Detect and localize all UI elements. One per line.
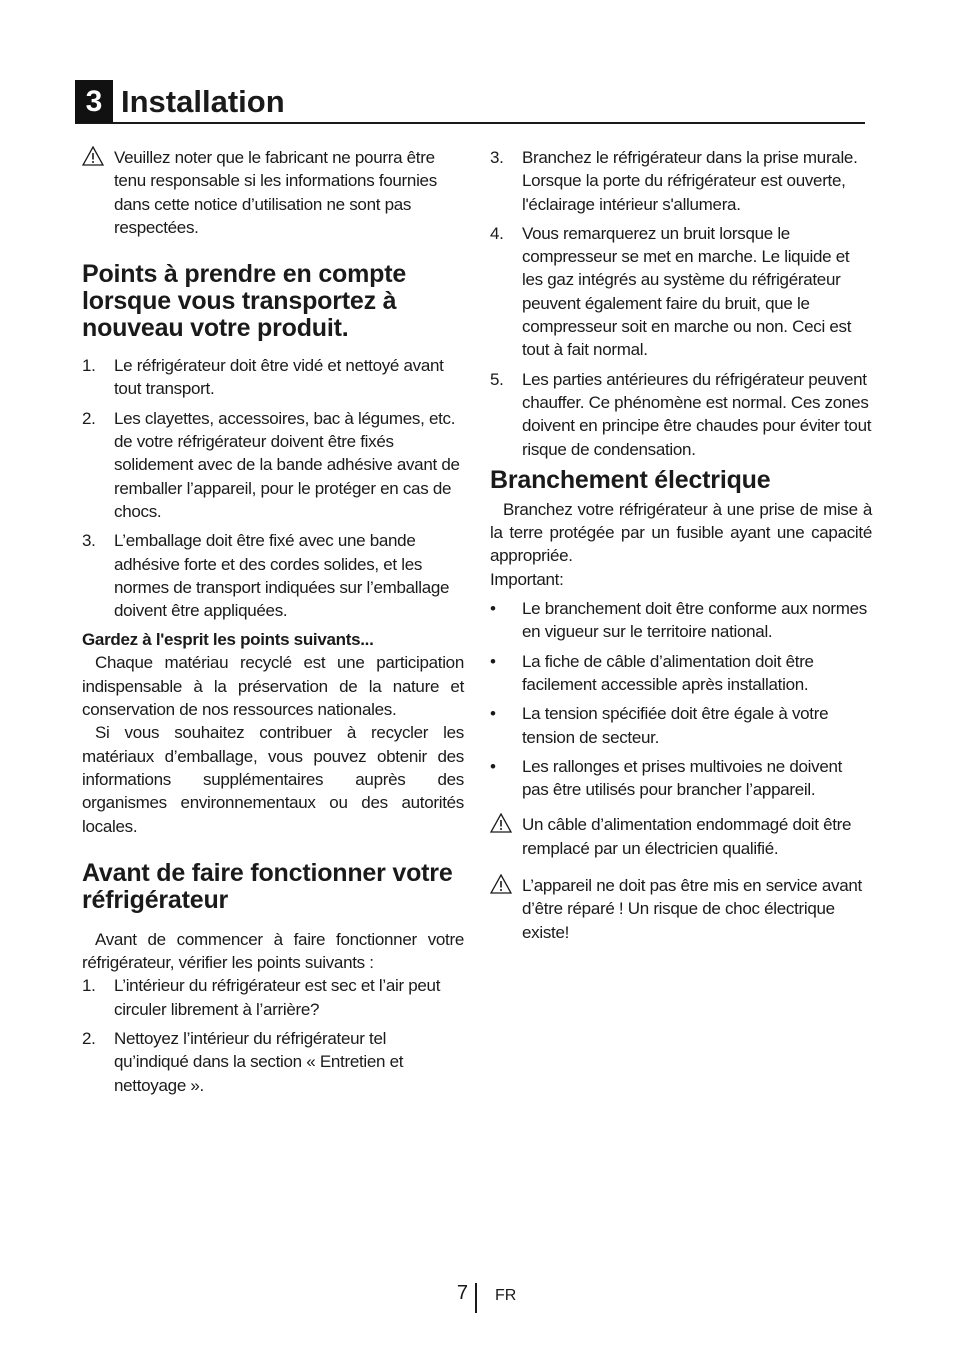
list-item: 1. L’intérieur du réfrigérateur est sec et l’air peut circuler librement à l’arrière? [82, 976, 441, 1019]
liability-warning [82, 146, 464, 239]
cable-warning [490, 813, 872, 860]
warning-icon [82, 146, 104, 166]
list-item: 3. Branchez le réfrigérateur dans la prise murale. Lorsque la porte du réfrigérateur est ouverte, l'éclairage intérieur s'allumera. [490, 148, 858, 214]
page-number: 7 [456, 1282, 468, 1304]
list-item: • Le branchement doit être conforme aux normes en vigueur sur le territoire national. [490, 599, 867, 642]
left-column [82, 146, 464, 1103]
transport-list [82, 354, 464, 622]
recycling-paragraph: Chaque matériau recyclé est une participation indispensable à la préservation de la nature et conservation de nos ressources nationales. [82, 653, 464, 720]
chapter-header [75, 80, 865, 124]
before-operation-list-continued [490, 146, 872, 461]
list-item: 3. L’emballage doit être fixé avec une bande adhésive forte et des cordes solides, et les normes de transport indiquées sur l’emballage doivent être appliquées. [82, 531, 450, 621]
cable-warning-text: Un câble d’alimentation endommagé doit être remplacé par un électricien qualifié. [522, 815, 852, 858]
before-operation-heading: Avant de faire fonctionner votre réfrigérateur [82, 858, 453, 914]
shock-warning [490, 874, 872, 944]
transport-heading: Points à prendre en compte lorsque vous transportez à nouveau votre produit. [82, 260, 407, 343]
language-code: FR [495, 1287, 517, 1304]
electrical-connection-heading: Branchement électrique [490, 465, 771, 494]
electrical-intro: Branchez votre réfrigérateur à une prise de mise à la terre protégée par un fusible ayant une capacité appropriée. [490, 499, 872, 566]
before-operation-list [82, 974, 464, 1096]
recycling-info-paragraph: Si vous souhaitez contribuer à recycler les matériaux d’emballage, vous pouvez obtenir des informations supplémentaires auprès des organismes environnementaux ou des autorités locales. [82, 723, 464, 836]
electrical-bullets [490, 597, 872, 801]
list-item: 2. Les clayettes, accessoires, bac à légumes, etc. de votre réfrigérateur doivent être fixés solidement avec de la bande adhésive avant de remballer l’appareil, pour le protéger en cas de chocs. [82, 408, 460, 521]
warning-icon [490, 813, 512, 833]
list-item: 4. Vous remarquerez un bruit lorsque le compresseur se met en marche. Le liquide et les gaz intégrés au système du réfrigérateur peuvent également faire du bruit, que le compresseur soit en marche ou non. Ceci est tout à fait normal. [490, 223, 852, 360]
footer-divider [475, 1283, 477, 1313]
list-item: 1. Le réfrigérateur doit être vidé et nettoyé avant tout transport. [82, 356, 444, 399]
before-operation-intro: Avant de commencer à faire fonctionner votre réfrigérateur, vérifier les points suivants : [82, 929, 464, 973]
list-item: 5. Les parties antérieures du réfrigérateur peuvent chauffer. Ce phénomène est normal. Ces zones doivent en principe être chaudes pour éviter tout risque de condensation. [490, 369, 872, 459]
right-column [490, 146, 872, 952]
shock-warning-text: L’appareil ne doit pas être mis en service avant d’être réparé ! Un risque de choc électrique existe! [522, 876, 862, 942]
list-item: • La fiche de câble d’alimentation doit être facilement accessible après installation. [490, 651, 814, 694]
chapter-number-badge: 3 [75, 80, 113, 123]
liability-warning-text: Veuillez noter que le fabricant ne pourra être tenu responsable si les informations fournies dans cette notice d’utilisation ne sont pas respectées. [114, 148, 437, 237]
warning-icon [490, 874, 512, 894]
important-label: Important: [490, 569, 564, 589]
list-item: • Les rallonges et prises multivoies ne doivent pas être utilisés pour brancher l’appareil. [490, 756, 843, 800]
list-item: 2. Nettoyez l’intérieur du réfrigérateur tel qu’indiqué dans la section « Entretien et nettoyage ». [82, 1029, 404, 1095]
remember-heading: Gardez à l'esprit les points suivants... [82, 630, 374, 650]
chapter-title: Installation [121, 84, 285, 119]
list-item: • La tension spécifiée doit être égale à votre tension de secteur. [490, 704, 829, 747]
